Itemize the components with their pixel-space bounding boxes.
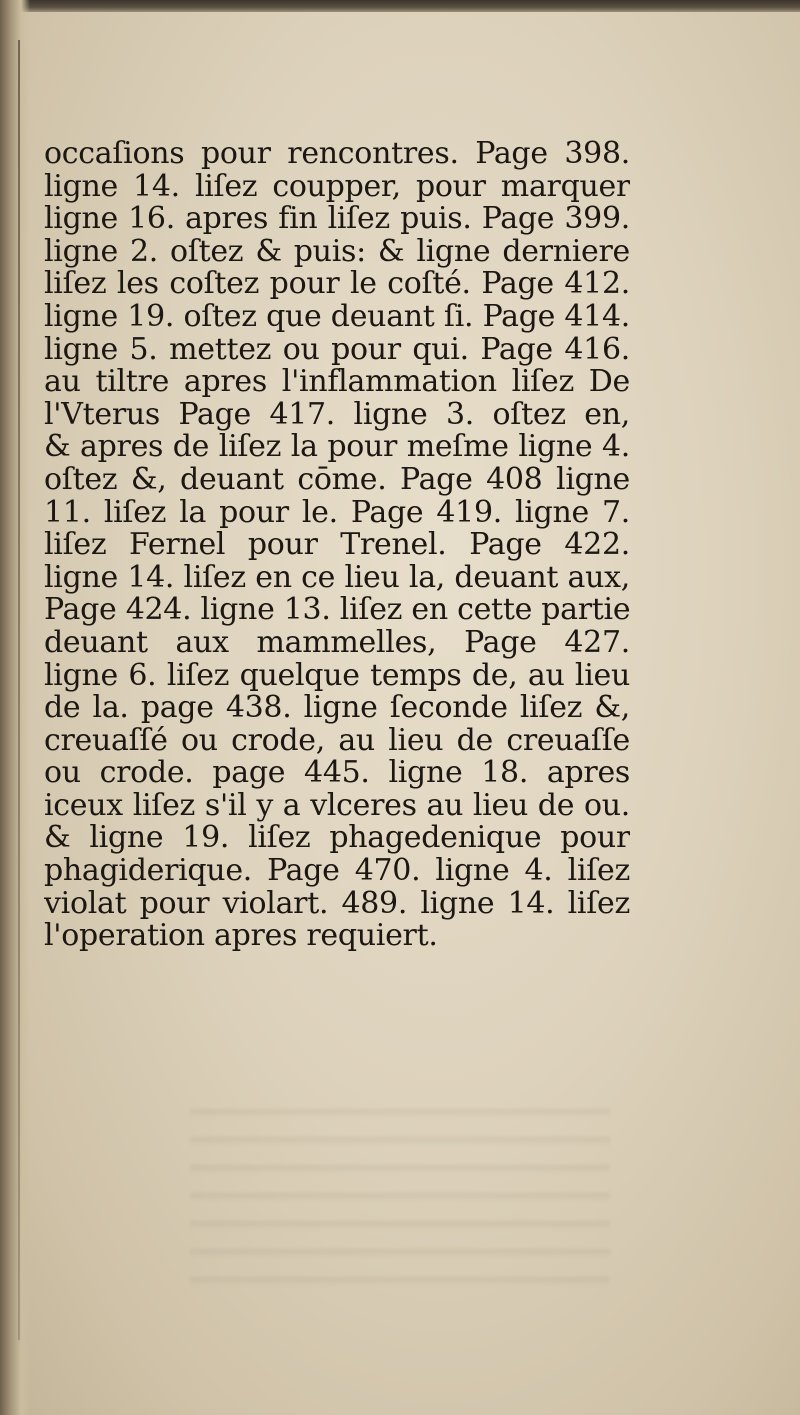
- text-line: Page 424. ligne 13. liſez en cette partie: [44, 594, 630, 627]
- text-line: ou crode. page 445. ligne 18. apres: [44, 757, 630, 790]
- text-line: oſtez &, deuant cōme. Page 408 ligne: [44, 463, 630, 497]
- text-line: ligne 2. oſtez & puis: & ligne derniere: [44, 235, 630, 269]
- text-line: & apres de liſez la pour meſme ligne 4.: [44, 431, 630, 464]
- text-line: liſez les coſtez pour le coſté. Page 412.: [44, 268, 630, 301]
- text-line: ligne 16. apres fin liſez puis. Page 399.: [44, 203, 630, 236]
- text-line: iceux liſez s'il y a vlceres au lieu de ou.: [44, 789, 630, 823]
- text-line: phagiderique. Page 470. ligne 4. liſez: [44, 855, 630, 888]
- spine-fold: [18, 40, 20, 1340]
- book-spine: [0, 0, 30, 1415]
- text-line: creuaſſé ou crode, au lieu de creuaſſe: [44, 724, 630, 758]
- text-line: de la. page 438. ligne ſeconde liſez &,: [44, 692, 630, 725]
- text-line: occaſions pour rencontres. Page 398.: [44, 138, 630, 171]
- text-line: l'operation apres requiert.: [44, 920, 438, 953]
- text-line: ligne 14. liſez coupper, pour marquer: [44, 170, 630, 204]
- text-line: ligne 5. mettez ou pour qui. Page 416.: [44, 333, 630, 367]
- text-line: violat pour violart. 489. ligne 14. liſez: [44, 887, 630, 921]
- text-line: deuant aux mammelles, Page 427.: [44, 626, 630, 660]
- text-line: ligne 14. liſez en ce lieu la, deuant aux,: [44, 561, 630, 595]
- text-line: 11. liſez la pour le. Page 419. ligne 7.: [44, 496, 630, 530]
- text-line: l'Vterus Page 417. ligne 3. oſtez en,: [44, 398, 630, 432]
- bleed-through-text: [190, 1090, 610, 1290]
- text-line: au tiltre apres l'inflammation liſez De: [44, 366, 630, 399]
- page-top-edge: [0, 0, 800, 12]
- text-line: liſez Fernel pour Trenel. Page 422.: [44, 529, 630, 562]
- text-line: ligne 6. liſez quelque temps de, au lieu: [44, 659, 630, 693]
- text-line: ligne 19. oſtez que deuant ſi. Page 414.: [44, 300, 630, 334]
- errata-text: [44, 138, 630, 953]
- text-line: & ligne 19. liſez phagedenique pour: [44, 822, 630, 856]
